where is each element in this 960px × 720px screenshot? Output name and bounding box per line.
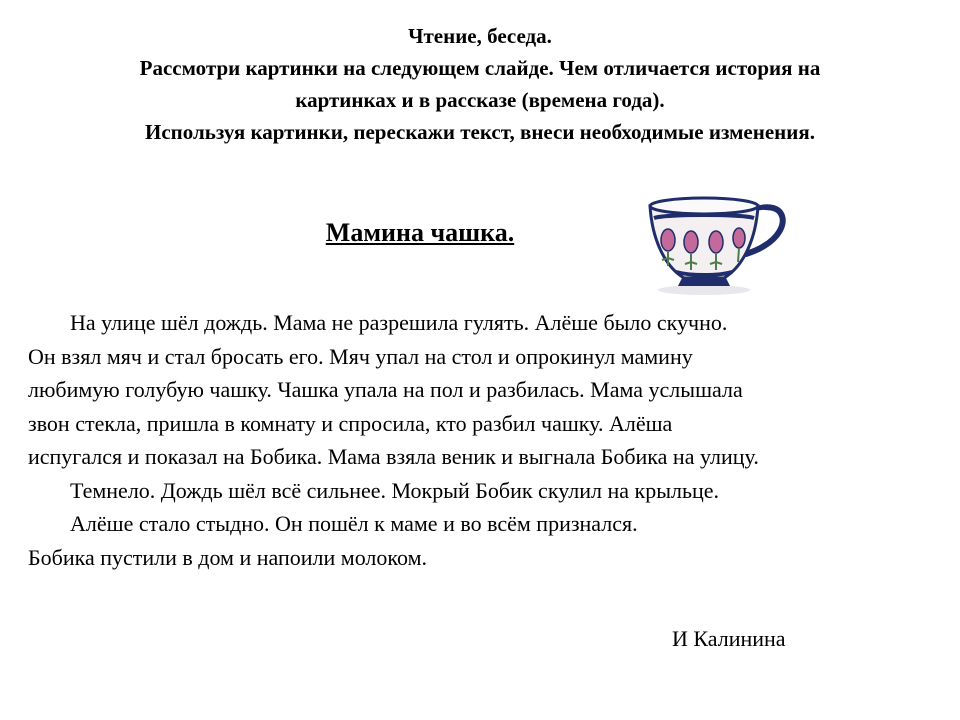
- header-line-3: картинках и в рассказе (времена года).: [295, 88, 665, 112]
- story-line: испугался и показал на Бобика. Мама взяла веник и выгнала Бобика на улицу.: [28, 444, 759, 469]
- story-line: На улице шёл дождь. Мама не разрешила гулять. Алёше было скучно.: [70, 310, 728, 335]
- story-author: И Калинина: [672, 626, 786, 651]
- story-line: Он взял мяч и стал бросать его. Мяч упал на стол и опрокинул мамину: [28, 343, 693, 369]
- story-title: Мамина чашка.: [325, 218, 515, 247]
- story-text: [28, 306, 928, 574]
- header-line-4: Используя картинки, перескажи текст, внеси необходимые изменения.: [145, 120, 815, 144]
- teacup-icon: [636, 188, 796, 298]
- header-line-1: Чтение, беседа.: [408, 24, 552, 48]
- story-line: Алёше стало стыдно. Он пошёл к маме и во всём признался.: [70, 511, 638, 536]
- slide-header: [0, 20, 960, 148]
- story-line: любимую голубую чашку. Чашка упала на пол и разбилась. Мама услышала: [28, 377, 743, 402]
- header-line-2: Рассмотри картинки на следующем слайде. Чем отличается история на: [139, 56, 821, 80]
- story-line: Темнело. Дождь шёл всё сильнее. Мокрый Бобик скулил на крыльце.: [70, 477, 720, 503]
- story-line: звон стекла, пришла в комнату и спросила, кто разбил чашку. Алёша: [28, 410, 673, 436]
- story-line: Бобика пустили в дом и напоили молоком.: [28, 544, 427, 570]
